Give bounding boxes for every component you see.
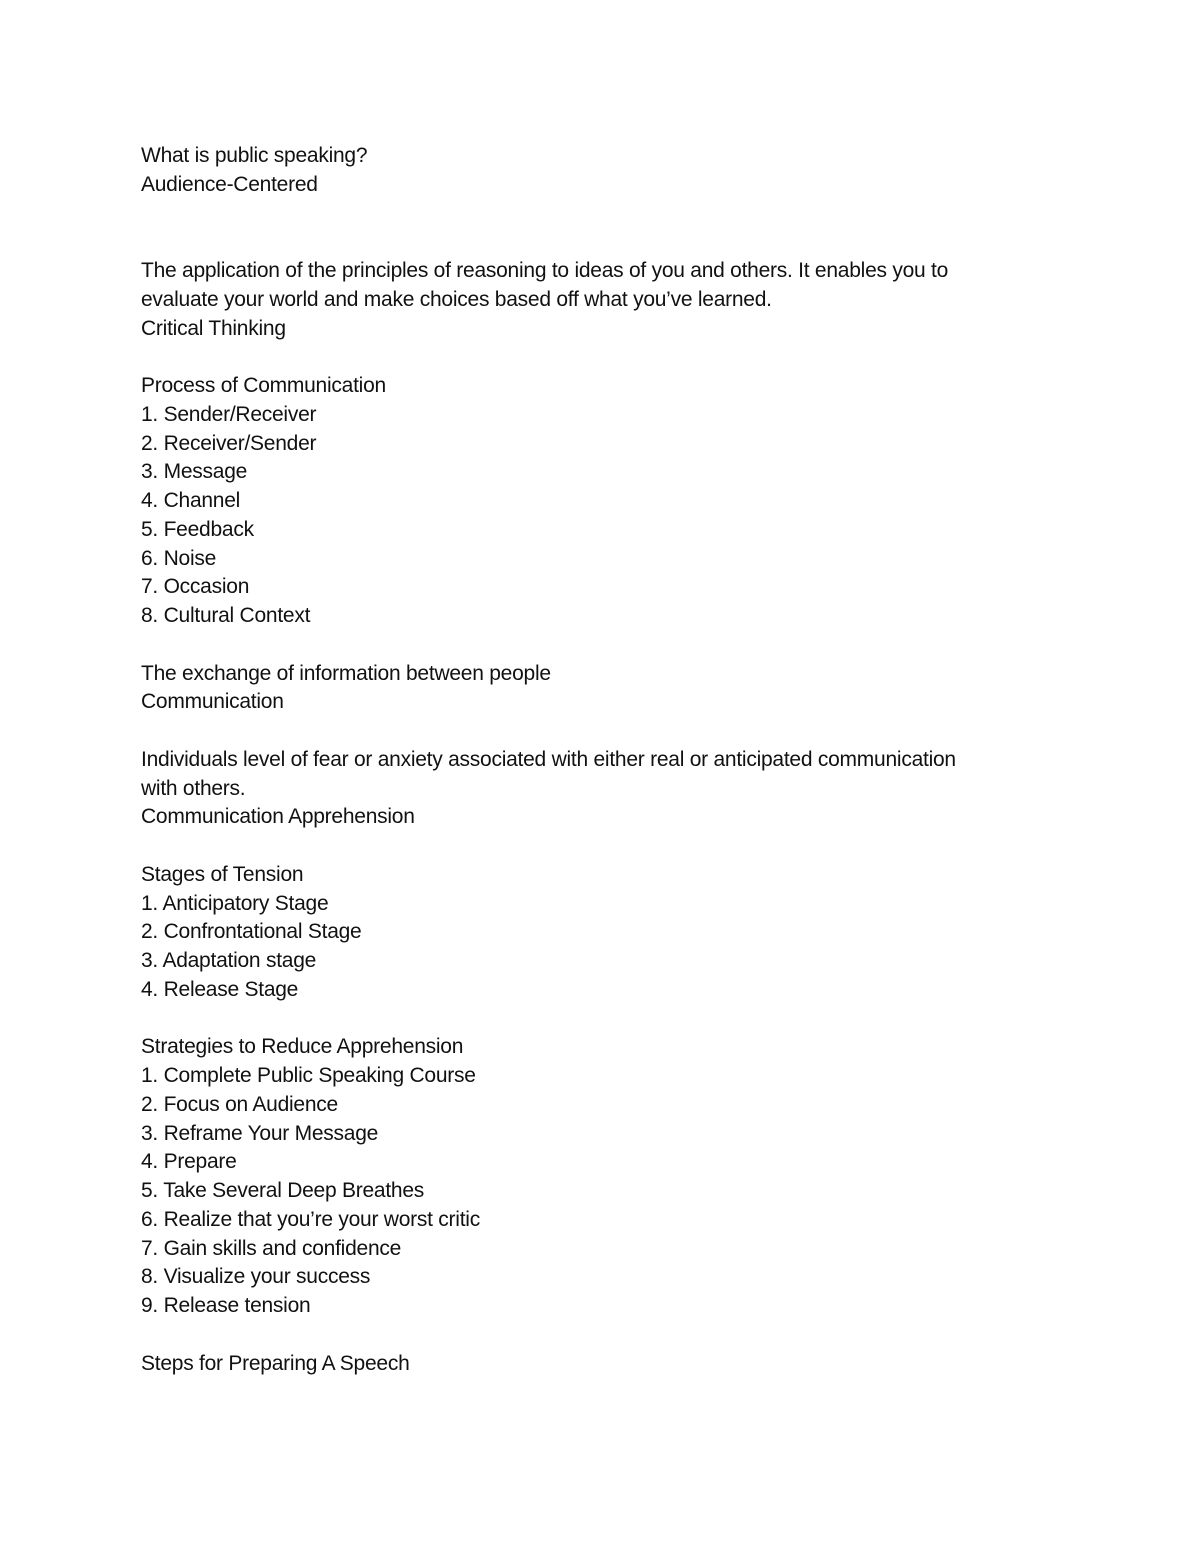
doc-line: The exchange of information between people <box>141 661 551 685</box>
doc-line-blank <box>141 1321 1080 1350</box>
list-item: 8. Cultural Context <box>141 604 311 627</box>
list-item: 7. Gain skills and confidence <box>141 1236 402 1260</box>
list-item: 3. Adaptation stage <box>141 949 317 972</box>
doc-line-blank <box>141 343 1080 372</box>
section-heading: Strategies to Reduce Apprehension <box>141 1035 464 1059</box>
section-heading: Steps for Preparing A Speech <box>141 1351 410 1375</box>
list-item: 6. Noise <box>141 546 217 570</box>
list-item: 1. Complete Public Speaking Course <box>141 1064 476 1087</box>
doc-line: Communication Apprehension <box>141 805 415 829</box>
doc-line: with others. <box>141 776 246 800</box>
list-item: 2. Focus on Audience <box>141 1092 338 1116</box>
list-item: 5. Feedback <box>141 517 254 541</box>
list-item: 1. Sender/Receiver <box>141 402 317 426</box>
list-item: 7. Occasion <box>141 575 250 599</box>
list-item: 6. Realize that you’re your worst critic <box>141 1207 480 1231</box>
doc-line-blank <box>141 631 1080 660</box>
document-body <box>141 142 1080 1378</box>
doc-line-blank <box>141 200 1080 229</box>
doc-line: Audience-Centered <box>141 172 318 196</box>
doc-line-blank <box>141 228 1080 257</box>
doc-line: evaluate your world and make choices based off what you’ve learned. <box>141 287 772 311</box>
doc-line-blank <box>141 832 1080 861</box>
list-item: 4. Prepare <box>141 1150 237 1174</box>
doc-line: Individuals level of fear or anxiety associated with either real or anticipated communication <box>141 747 956 771</box>
doc-line-blank <box>141 1005 1080 1034</box>
list-item: 4. Release Stage <box>141 977 299 1001</box>
list-item: 5. Take Several Deep Breathes <box>141 1179 425 1202</box>
doc-line: The application of the principles of reasoning to ideas of you and others. It enables you to <box>141 259 949 282</box>
list-item: 2. Receiver/Sender <box>141 431 317 455</box>
section-heading: Stages of Tension <box>141 862 304 886</box>
section-heading: Process of Communication <box>141 374 386 397</box>
doc-line-blank <box>141 717 1080 746</box>
list-item: 2. Confrontational Stage <box>141 920 362 944</box>
list-item: 3. Reframe Your Message <box>141 1121 379 1145</box>
doc-line: Critical Thinking <box>141 316 286 340</box>
doc-line: Communication <box>141 690 284 714</box>
list-item: 4. Channel <box>141 489 241 512</box>
doc-line: What is public speaking? <box>141 144 368 167</box>
list-item: 8. Visualize your success <box>141 1265 371 1289</box>
list-item: 3. Message <box>141 460 248 484</box>
list-item: 1. Anticipatory Stage <box>141 891 329 915</box>
list-item: 9. Release tension <box>141 1294 311 1317</box>
